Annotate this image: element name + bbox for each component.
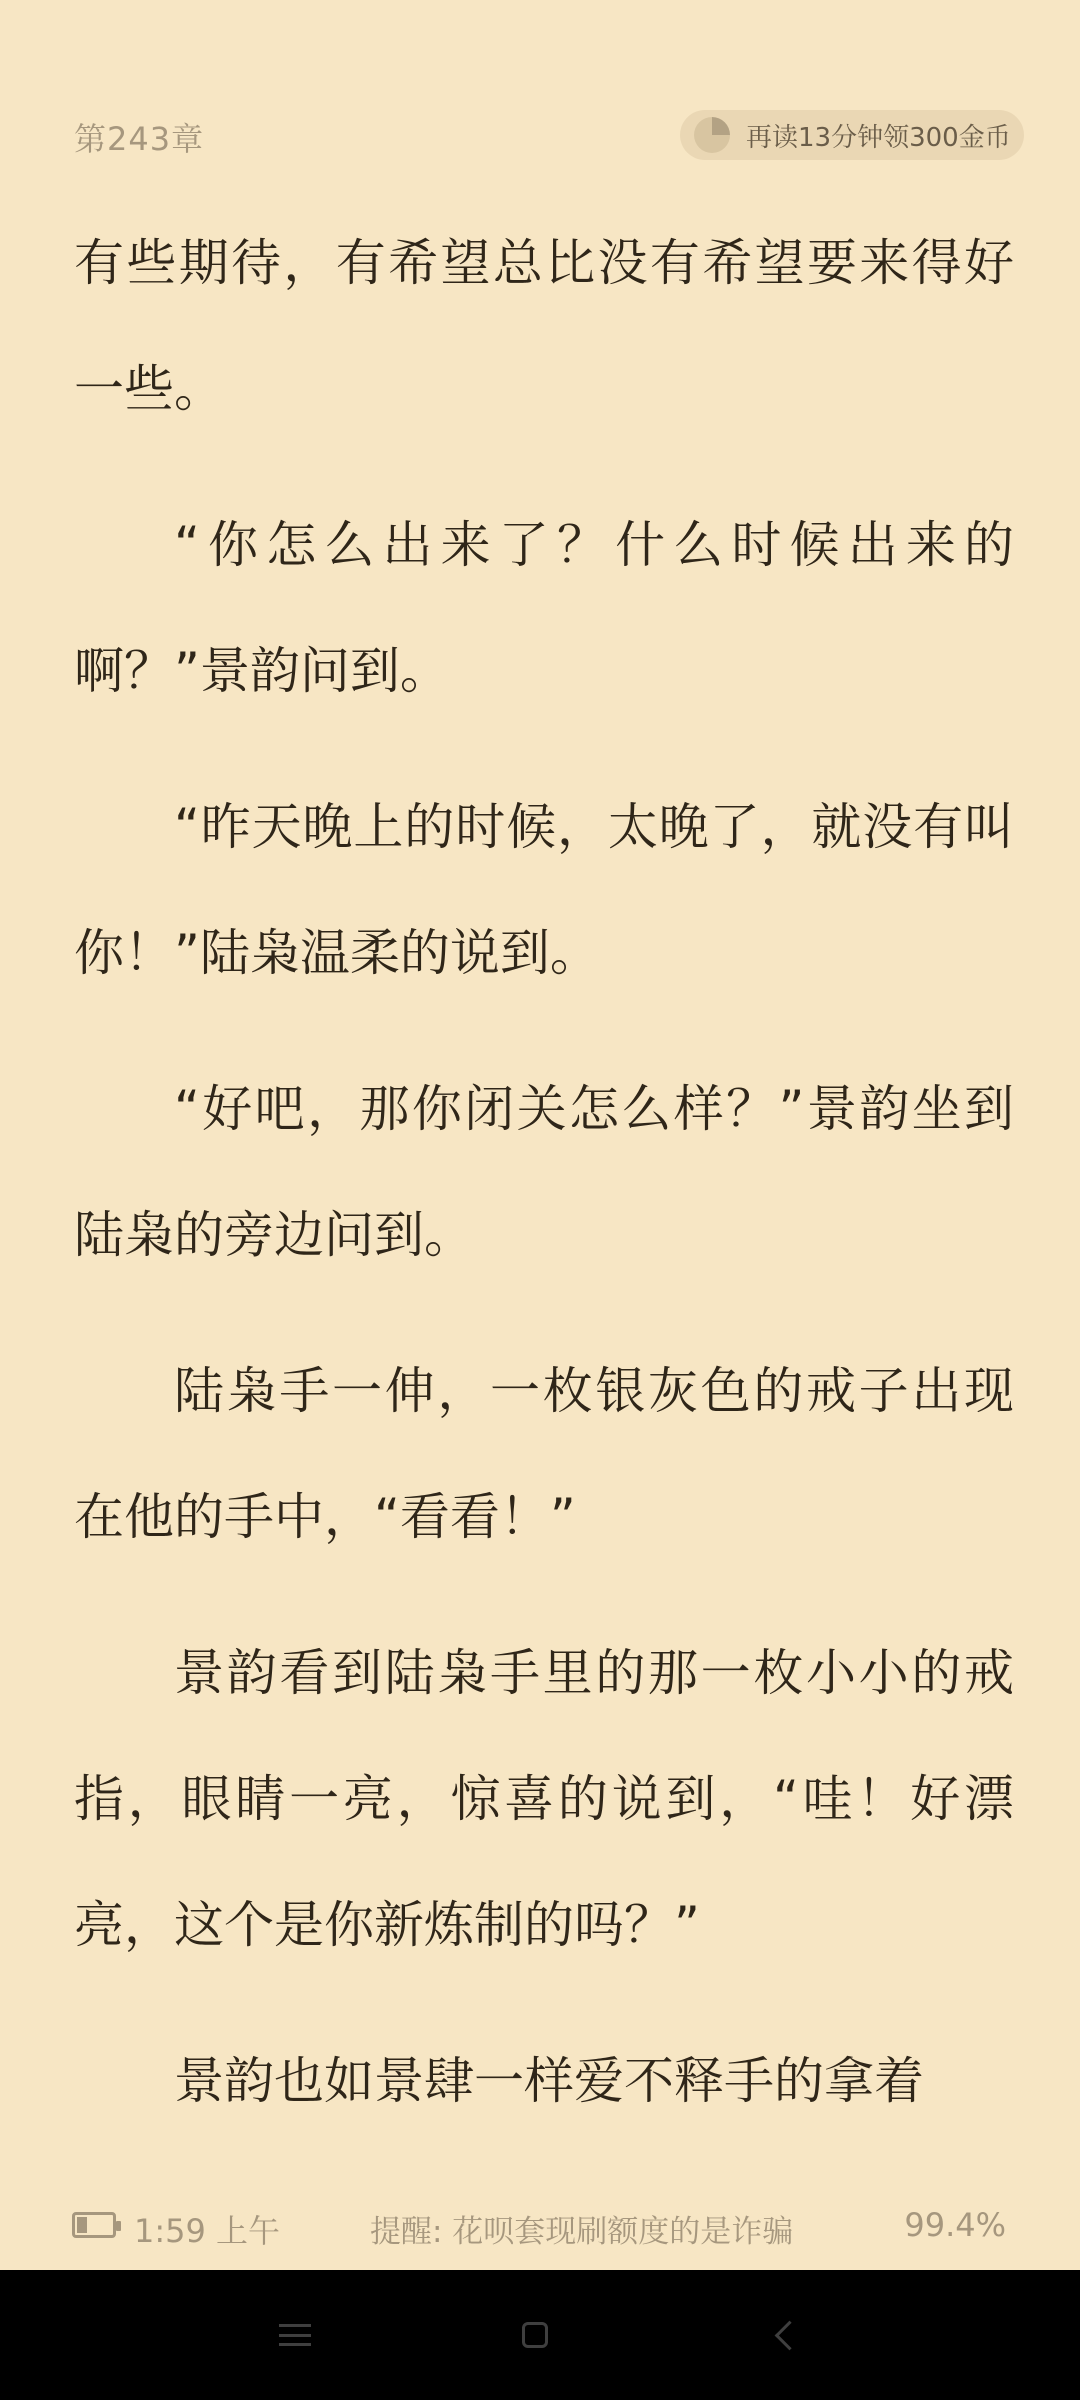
menu-button[interactable] <box>260 2300 330 2370</box>
reading-reward-text: 再读13分钟领300金币 <box>746 122 1011 153</box>
battery-level-fill <box>77 2217 87 2233</box>
reader-status-bar <box>0 2200 1080 2260</box>
paragraph-4: “好吧，那你闭关怎么样？”景韵坐到陆枭的旁边问到。 <box>74 1080 1014 1264</box>
paragraph-1: 有些期待，有希望总比没有希望要来得好一些。 <box>74 234 1014 418</box>
reading-progress: 99.4% <box>904 2206 1006 2244</box>
timer-icon <box>694 117 730 153</box>
paragraph-2: “你怎么出来了？什么时候出来的啊？”景韵问到。 <box>74 516 1014 700</box>
system-navigation-bar <box>0 2270 1080 2400</box>
back-button[interactable] <box>750 2300 820 2370</box>
home-icon <box>522 2322 548 2348</box>
status-time: 1:59 上午 <box>134 2212 281 2250</box>
reader-header <box>0 0 1080 200</box>
chapter-content[interactable] <box>74 200 1014 2174</box>
home-button[interactable] <box>500 2300 570 2370</box>
paragraph-3: “昨天晚上的时候，太晚了，就没有叫你！”陆枭温柔的说到。 <box>74 798 1014 982</box>
paragraph-6: 景韵看到陆枭手里的那一枚小小的戒指，眼睛一亮，惊喜的说到，“哇！好漂亮，这个是你新炼制的吗？” <box>74 1644 1014 1954</box>
back-icon <box>774 2320 804 2350</box>
paragraph-7: 景韵也如景肆一样爱不释手的拿着 <box>174 2052 924 2110</box>
paragraph-5: 陆枭手一伸，一枚银灰色的戒子出现在他的手中，“看看！” <box>74 1362 1014 1546</box>
menu-icon <box>279 2324 311 2346</box>
chapter-title: 第243章 <box>74 120 205 158</box>
status-notice: 提醒: 花呗套现刷额度的是诈骗 <box>370 2214 794 2250</box>
reading-reward-button[interactable] <box>680 110 1024 160</box>
battery-icon <box>72 2212 116 2238</box>
